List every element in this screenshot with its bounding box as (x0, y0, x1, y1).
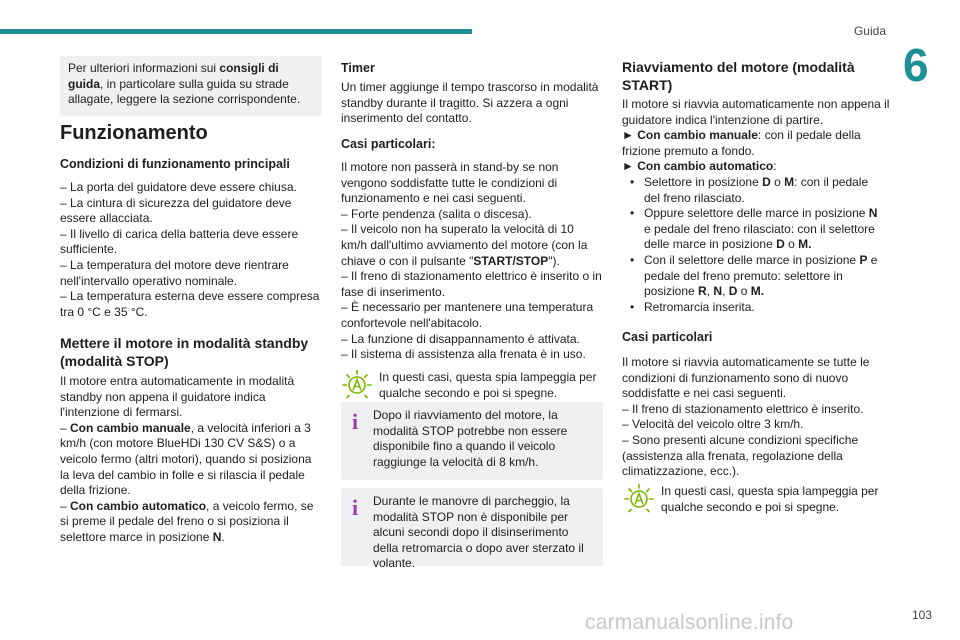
list-item: • Retromarcia inserita. (630, 299, 755, 314)
list-item: – Forte pendenza (salita o discesa). (341, 206, 532, 221)
chapter-number: 6 (903, 39, 929, 91)
list-item: – È necessario per mantenere una temperatura confortevole nell'abitacolo. (341, 300, 594, 330)
list-item: – Il freno di stazionamento elettrico è inserito o in fase di inserimento. (341, 269, 602, 299)
conditions-heading: Condizioni di funzionamento principali (60, 157, 290, 171)
special-cases-list: Il motore si riavvia automaticamente se tutte le condizioni di funzionamento sono di nuovo soddisfatte e nei casi seguenti. – Il freno di stazionamento elettrico è inserito. – Velocità del veicolo oltre 3 km/h. – Sono presenti alcune condizioni specifiche (assistenza alla frenata, regolazione della climatizzazione, ecc.). (622, 355, 890, 480)
auto-gearbox-list (630, 175, 886, 315)
restart-heading: Riavviamento del motore (modalità START) (622, 59, 855, 93)
conditions-list (60, 180, 322, 320)
section-label: Guida (853, 24, 886, 38)
section-title: Funzionamento (60, 122, 208, 144)
list-item: – Il veicolo non ha superato la velocità di 10 km/h dall'ultimo avviamento del motore (con la chiave o con il pulsante "START/STOP"). (341, 222, 588, 268)
info-box-restart: i Dopo il riavviamento del motore, la modalità STOP potrebbe non essere disponibile fino a quando il veicolo raggiunge la velocità di 8 km/h. (341, 402, 603, 480)
list-item: – Sono presenti alcune condizioni specifiche (assistenza alla frenata, regolazione della climatizzazione, ecc.). (622, 432, 859, 479)
list-item: – Il sistema di assistenza alla frenata è in uso. (341, 347, 586, 362)
list-item: • Selettore in posizione D o M: con il pedale del freno rilasciato. (630, 175, 869, 205)
special-cases-heading: Casi particolari: (341, 137, 436, 151)
list-item: – Il livello di carica della batteria deve essere sufficiente. (60, 226, 299, 257)
stop-start-warning-icon (340, 367, 374, 401)
list-item: – Il freno di stazionamento elettrico è inserito. (622, 401, 864, 416)
info-icon: i (352, 495, 359, 520)
standby-heading: Mettere il motore in modalità standby (modalità STOP) (60, 335, 309, 369)
special-cases-heading: Casi particolari (622, 330, 713, 344)
list-item: – Con cambio automatico, a veicolo fermo, se si preme il pedale del freno o si posiziona il selettore marce in posizione N. (60, 498, 314, 544)
list-item: • Con il selettore delle marce in posizione P e pedale del freno premuto: selettore in posizione R, N, D o M. (630, 252, 878, 299)
timer-heading: Timer (341, 61, 375, 75)
list-item: – La funzione di disappannamento è attivata. (341, 331, 580, 346)
warning-note: In questi casi, questa spia lampeggia per qualche secondo e poi si spegne. (379, 370, 597, 400)
list-item: – La cintura di sicurezza del guidatore deve essere allacciata. (60, 195, 292, 226)
info-icon: i (352, 409, 359, 434)
list-item: – Con cambio manuale, a velocità inferiori a 3 km/h (con motore BlueHDi 130 CV S&S) o a veicolo fermo (altri motori), quando si posiziona la leva del cambio in folle e si rilascia il pedale della frizione. (60, 420, 312, 498)
list-item: – La temperatura esterna deve essere compresa tra 0 °C e 35 °C. (60, 289, 320, 319)
header-accent-bar (0, 29, 472, 34)
restart-text: Il motore si riavvia automaticamente non appena il guidatore indica l'intenzione di partire. ► Con cambio manuale: con il pedale della frizione premuto a fondo. ► Con cambio automatico: (622, 97, 890, 174)
special-cases-list: Il motore non passerà in stand-by se non vengono soddisfatte tutte le condizioni di funzionamento e nei casi seguenti. – Forte pendenza (salita o discesa). – Il veicolo non ha superato la velocità di 10 km/h dall'ultimo avviamento del motore (con la chiave o con il pulsante "START/STOP"). – Il freno di stazionamento elettrico è inserito o in fase di inserimento. – È necessario per mantenere una temperatura confortevole nell'abitacolo. – La funzione di disappannamento è attivata. – Il sistema di assistenza alla frenata è in uso. (341, 160, 602, 362)
info-box-driving-advice: Per ulteriori informazioni sui consigli di guida, in particolare sulla guida su strade allagate, leggere la sezione corrispondente. (60, 56, 322, 116)
warning-note: In questi casi, questa spia lampeggia per qualche secondo e poi si spegne. (661, 484, 879, 514)
list-item: – La temperatura del motore deve rientrare nell'intervallo operativo nominale. (60, 257, 289, 288)
info-box-parking: i Durante le manovre di parcheggio, la modalità STOP non è disponibile per alcuni secondi dopo il disinserimento della retromarcia o dopo aver sterzato il volante. (341, 488, 603, 566)
list-item: – La porta del guidatore deve essere chiusa. (60, 180, 297, 194)
list-item: – Velocità del veicolo oltre 3 km/h. (622, 417, 804, 432)
timer-text: Un timer aggiunge il tempo trascorso in modalità standby durante il tragitto. Si azzera a ogni inserimento del contatto. (341, 80, 599, 126)
list-item: • Oppure selettore delle marce in posizione N e pedale del freno rilasciato: con il selettore delle marce in posizione D o M. (630, 206, 878, 252)
stop-start-warning-icon (622, 481, 656, 515)
standby-text: Il motore entra automaticamente in modalità standby non appena il guidatore indica l'intenzione di fermarsi. – Con cambio manuale, a velocità inferiori a 3 km/h (con motore BlueHDi 130 CV S&S) o a veicolo fermo (altri motori), quando si posiziona la leva del cambio in folle e si rilascia il pedale della frizione. – Con cambio automatico, a veicolo fermo, se si preme il pedale del freno o si posiziona il selettore marce in posizione N. (60, 374, 322, 546)
watermark: carmanualsonline.info (585, 611, 794, 634)
page-number: 103 (911, 608, 932, 622)
